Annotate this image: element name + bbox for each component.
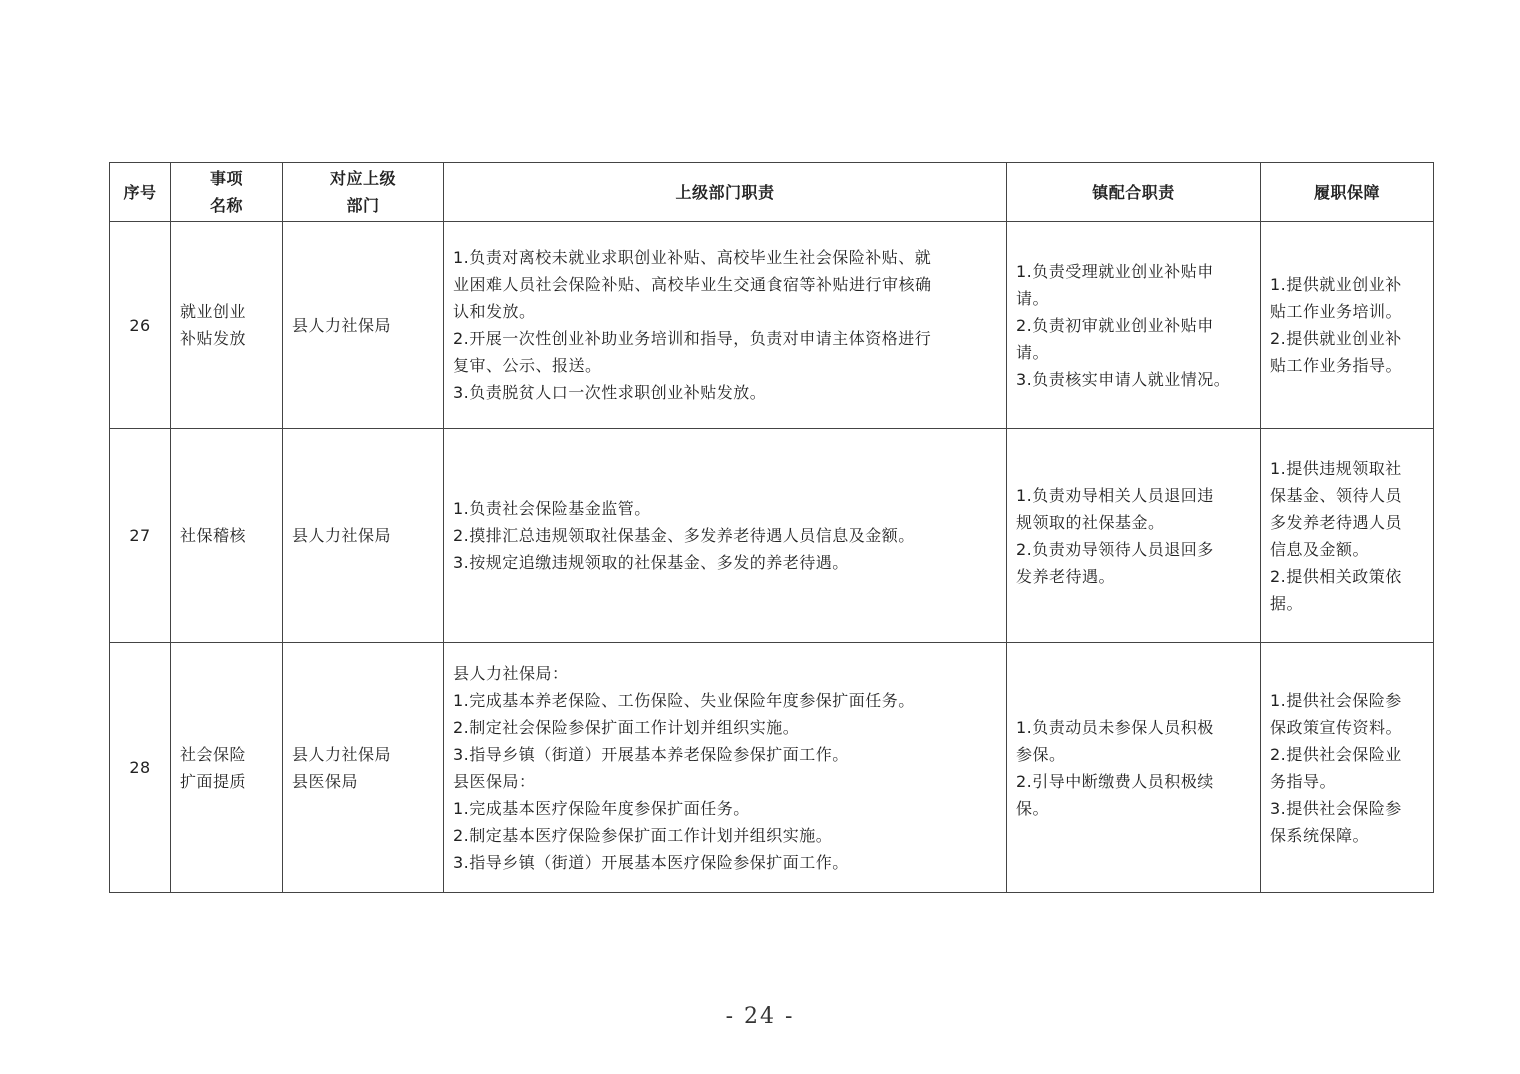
item-name-cell: 社保稽核 (171, 429, 283, 643)
guarantee-cell: 1.提供违规领取社 保基金、领待人员 多发养老待遇人员 信息及金额。 2.提供相关政策依 据。 (1261, 429, 1434, 643)
table-header-row (110, 163, 1434, 222)
upper-duties-cell: 1.负责社会保险基金监管。 2.摸排汇总违规领取社保基金、多发养老待遇人员信息及金额。 3.按规定追缴违规领取的社保基金、多发的养老待遇。 (444, 429, 1007, 643)
upper-duties-cell: 县人力社保局： 1.完成基本养老保险、工伤保险、失业保险年度参保扩面任务。 2.制定社会保险参保扩面工作计划并组织实施。 3.指导乡镇（街道）开展基本养老保险参保扩面工作。 县医保局： 1.完成基本医疗保险年度参保扩面任务。 2.制定基本医疗保险参保扩面工作计划并组织实施。 3.指导乡镇（街道）开展基本医疗保险参保扩面工作。 (444, 643, 1007, 893)
page-number: - 24 - (725, 1004, 795, 1029)
header-guarantee: 履职保障 (1261, 163, 1434, 222)
serial-number-cell: 27 (110, 429, 171, 643)
table-row (110, 643, 1434, 893)
header-item-name: 事项 名称 (171, 163, 283, 222)
item-name-cell: 就业创业 补贴发放 (171, 222, 283, 429)
department-cell: 县人力社保局 (283, 429, 444, 643)
header-serial-number: 序号 (110, 163, 171, 222)
header-upper-department: 对应上级 部门 (283, 163, 444, 222)
serial-number-cell: 26 (110, 222, 171, 429)
serial-number-cell: 28 (110, 643, 171, 893)
header-upper-duties: 上级部门职责 (444, 163, 1007, 222)
town-duties-cell: 1.负责劝导相关人员退回违 规领取的社保基金。 2.负责劝导领待人员退回多 发养老待遇。 (1007, 429, 1261, 643)
table-row (110, 429, 1434, 643)
guarantee-cell: 1.提供社会保险参 保政策宣传资料。 2.提供社会保险业 务指导。 3.提供社会保险参 保系统保障。 (1261, 643, 1434, 893)
upper-duties-cell: 1.负责对离校未就业求职创业补贴、高校毕业生社会保险补贴、就 业困难人员社会保险补贴、高校毕业生交通食宿等补贴进行审核确 认和发放。 2.开展一次性创业补助业务培训和指导，负责对申请主体资格进行 复审、公示、报送。 3.负责脱贫人口一次性求职创业补贴发放。 (444, 222, 1007, 429)
item-name-cell: 社会保险 扩面提质 (171, 643, 283, 893)
responsibility-table (109, 162, 1434, 893)
table-row (110, 222, 1434, 429)
department-cell: 县人力社保局 县医保局 (283, 643, 444, 893)
header-town-duties: 镇配合职责 (1007, 163, 1261, 222)
department-cell: 县人力社保局 (283, 222, 444, 429)
town-duties-cell: 1.负责动员未参保人员积极 参保。 2.引导中断缴费人员积极续 保。 (1007, 643, 1261, 893)
town-duties-cell: 1.负责受理就业创业补贴申 请。 2.负责初审就业创业补贴申 请。 3.负责核实申请人就业情况。 (1007, 222, 1261, 429)
guarantee-cell: 1.提供就业创业补 贴工作业务培训。 2.提供就业创业补 贴工作业务指导。 (1261, 222, 1434, 429)
